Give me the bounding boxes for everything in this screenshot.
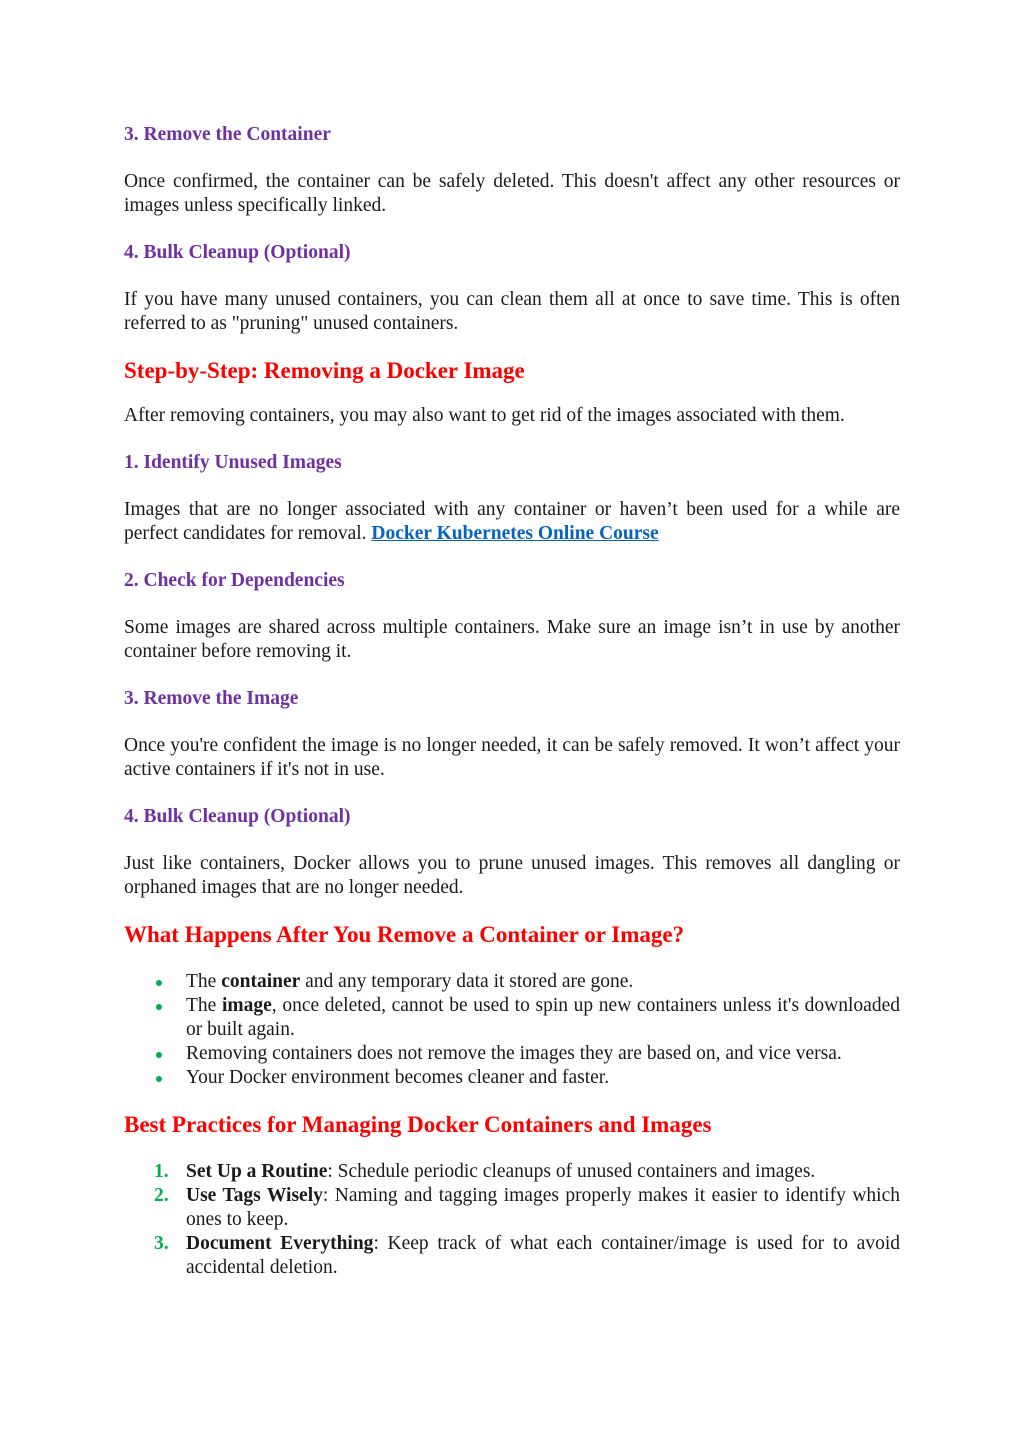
item-bold: Set Up a Routine (186, 1161, 328, 1182)
list-item (124, 1160, 900, 1184)
subheading-identify-unused-images: 1. Identify Unused Images (124, 452, 342, 473)
paragraph-bulk-cleanup-images: Just like containers, Docker allows you to prune unused images. This removes all dangling or orphaned images that are no longer needed. (124, 853, 900, 898)
subheading-remove-image: 3. Remove the Image (124, 688, 299, 709)
list-item (124, 1066, 900, 1090)
item-bold: Document Everything (186, 1233, 374, 1254)
subheading-bulk-cleanup-containers: 4. Bulk Cleanup (Optional) (124, 242, 351, 263)
paragraph-remove-container: Once confirmed, the container can be safely deleted. This doesn't affect any other resources or images unless specifically linked. (124, 171, 900, 216)
bullet-dot-icon (156, 1004, 162, 1010)
bullet-dot-icon (156, 1052, 162, 1058)
list-item (124, 1042, 900, 1066)
item-bold: image (221, 995, 272, 1016)
list-item (124, 1184, 900, 1232)
document-content (124, 122, 900, 1280)
list-item (124, 994, 900, 1042)
section-heading-removing-image: Step-by-Step: Removing a Docker Image (124, 358, 525, 383)
numbered-list (124, 1160, 900, 1280)
item-text: : Naming and tagging images properly makes it easier to identify which ones to keep. (186, 1185, 900, 1230)
paragraph-check-dependencies: Some images are shared across multiple containers. Make sure an image isn’t in use by another container before removing it. (124, 617, 900, 662)
paragraph-image-intro: After removing containers, you may also want to get rid of the images associated with them. (124, 405, 845, 426)
list-item (124, 970, 900, 994)
item-number: 1. (154, 1161, 169, 1182)
bullet-dot-icon (156, 1076, 162, 1082)
item-text: : Schedule periodic cleanups of unused containers and images. (327, 1161, 816, 1182)
item-post: , once deleted, cannot be used to spin up new containers unless it's downloaded or built again. (186, 995, 900, 1040)
section-heading-after-removal: What Happens After You Remove a Container or Image? (124, 922, 685, 947)
item-text: : Keep track of what each container/image is used for to avoid accidental deletion. (186, 1233, 900, 1278)
item-post: and any temporary data it stored are gone. (300, 971, 634, 992)
bullet-dot-icon (156, 980, 162, 986)
subheading-check-dependencies: 2. Check for Dependencies (124, 570, 345, 591)
item-text: Removing containers does not remove the images they are based on, and vice versa. (186, 1043, 842, 1064)
course-link[interactable]: Docker Kubernetes Online Course (371, 523, 659, 544)
paragraph-text: Images that are no longer associated with any container or haven’t been used for a while are perfect candidates for removal. (124, 499, 900, 544)
item-number: 2. (154, 1185, 169, 1206)
subheading-remove-container: 3. Remove the Container (124, 124, 331, 145)
item-pre: The (186, 995, 222, 1016)
paragraph-identify-unused-images (124, 498, 900, 546)
paragraph-bulk-cleanup-containers: If you have many unused containers, you can clean them all at once to save time. This is often referred to as "pruning" unused containers. (124, 289, 900, 334)
bullet-list (124, 970, 900, 1090)
section-heading-best-practices: Best Practices for Managing Docker Containers and Images (124, 1112, 712, 1137)
item-bold: Use Tags Wisely (186, 1185, 323, 1206)
item-number: 3. (154, 1233, 169, 1254)
item-bold: container (221, 971, 301, 992)
paragraph-remove-image: Once you're confident the image is no longer needed, it can be safely removed. It won’t affect your active containers if it's not in use. (124, 735, 900, 780)
item-pre: The (186, 971, 222, 992)
item-text: Your Docker environment becomes cleaner and faster. (186, 1067, 610, 1088)
list-item (124, 1232, 900, 1280)
subheading-bulk-cleanup-images: 4. Bulk Cleanup (Optional) (124, 806, 351, 827)
